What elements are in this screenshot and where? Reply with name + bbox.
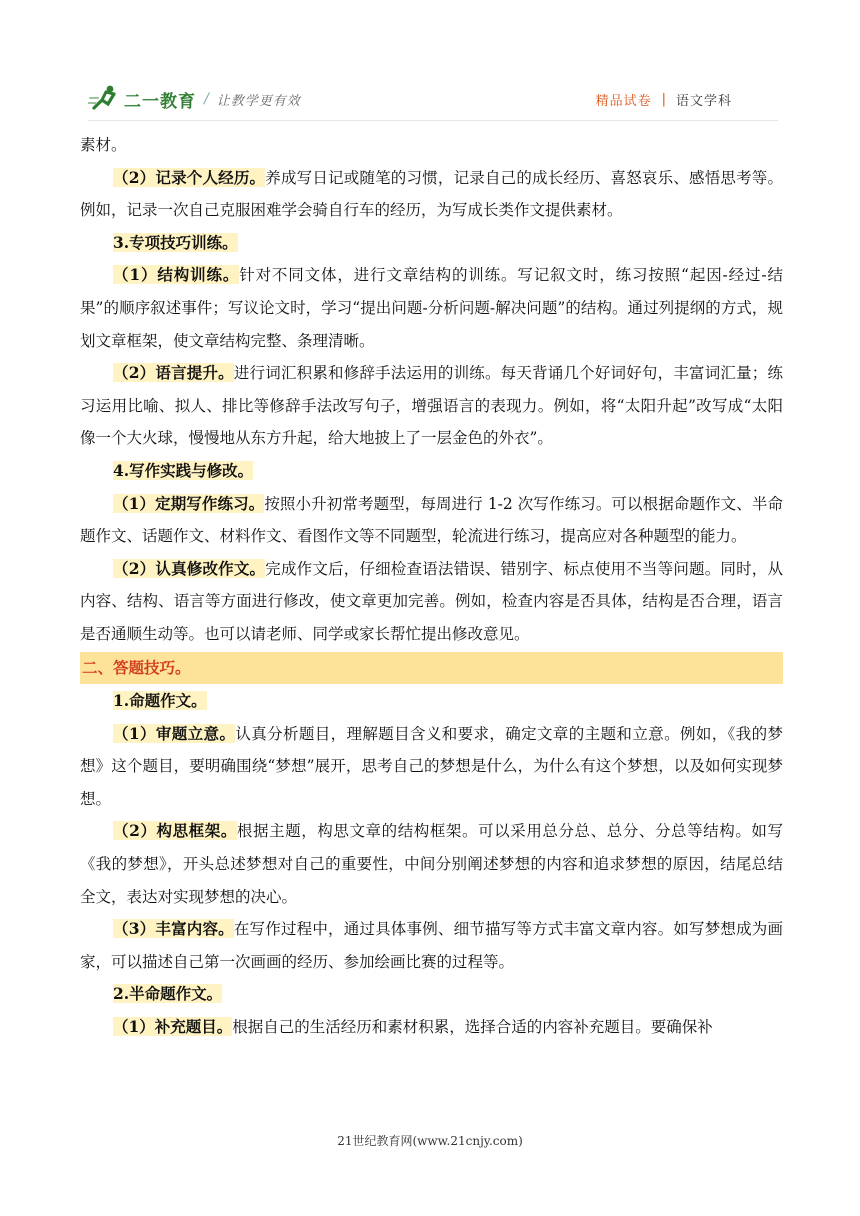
paragraph-text: 在写作过程中，通过具体事例、细节描写等方式丰富文章内容。如写梦想成为画家，可以描述自己第一次画画的经历、参加绘画比赛的过程等。 — [80, 920, 783, 971]
paragraph — [80, 488, 783, 553]
tag-separator: | — [661, 92, 666, 107]
header-rule — [88, 120, 778, 121]
header-divider: / — [204, 91, 209, 107]
paragraph — [80, 162, 783, 227]
paragraph-text: 按照小升初常考题型，每周进行 1-2 次写作练习。可以根据命题作文、半命题作文、话题作文、材料作文、看图作文等不同题型，轮流进行练习，提高应对各种题型的能力。 — [80, 494, 783, 546]
paragraph-lead: （1）补充题目。 — [113, 1017, 233, 1037]
paragraph-text: 完成作文后，仔细检查语法错误、错别字、标点使用不当等问题。同时，从内容、结构、语言等方面进行修改，使文章更加完善。例如，检查内容是否具体，结构是否合理，语言是否通顺生动等。也可以请老师、同学或家长帮忙提出修改意见。 — [80, 559, 783, 643]
paragraph — [80, 455, 783, 488]
paragraph-lead: （1）审题立意。 — [113, 723, 236, 743]
paragraph — [80, 357, 783, 455]
paragraph-text: 根据主题，构思文章的结构框架。可以采用总分总、总分、分总等结构。如写《我的梦想》，开头总述梦想对自己的重要性，中间分别阐述梦想的内容和追求梦想的原因，结尾总结全文，表达对实现梦想的决心。 — [80, 822, 783, 906]
tag-paper-type: 精品试卷 — [595, 94, 652, 109]
page-header — [88, 82, 778, 116]
tag-subject: 语文学科 — [675, 94, 732, 109]
paragraph — [80, 227, 783, 260]
paragraph-lead: 2.半命题作文。 — [113, 984, 223, 1004]
paragraph-lead: （2）语言提升。 — [113, 363, 234, 383]
paragraph — [80, 913, 783, 978]
paragraph — [80, 1011, 783, 1044]
paragraph-text: 进行词汇积累和修辞手法运用的训练。每天背诵几个好词好句，丰富词汇量；练习运用比喻、拟人、排比等修辞手法改写句子，增强语言的表现力。例如，将“太阳升起”改写成“太阳像一个大火球，慢慢地从东方升起，给大地披上了一层金色的外衣”。 — [80, 364, 783, 448]
paragraph-lead: （3）丰富内容。 — [113, 919, 234, 939]
paragraph-text: 针对不同文体，进行文章结构的训练。写记叙文时，练习按照“起因-经过-结果”的顺序叙述事件；写议论文时，学习“提出问题-分析问题-解决问题”的结构。通过列提纲的方式，规划文章框架，使文章结构完整、条理清晰。 — [80, 266, 783, 350]
paragraph-lead: （2）记录个人经历。 — [113, 167, 266, 187]
header-tags — [596, 90, 732, 109]
paragraph-lead: （1）定期写作练习。 — [113, 493, 265, 513]
paragraph-text: 认真分析题目，理解题目含义和要求，确定文章的主题和立意。例如，《我的梦想》这个题目，要明确围绕“梦想”展开，思考自己的梦想是什么，为什么有这个梦想，以及如何实现梦想。 — [80, 724, 783, 808]
paragraph — [80, 259, 783, 357]
brand-slogan: 让教学更有效 — [216, 93, 301, 109]
paragraph-lead: （1）结构训练。 — [113, 265, 240, 285]
paragraph — [80, 718, 783, 816]
document-body — [80, 129, 783, 1044]
paragraph-lead: 4.写作实践与修改。 — [113, 460, 254, 480]
paragraph — [80, 685, 783, 718]
paragraph-text: 养成写日记或随笔的习惯，记录自己的成长经历、喜怒哀乐、感悟思考等。例如，记录一次自己克服困难学会骑自行车的经历，为写成长类作文提供素材。 — [80, 168, 783, 220]
brand-name: 二一教育 — [124, 91, 196, 112]
paragraph — [80, 553, 783, 651]
section-heading: 二、答题技巧。 — [80, 652, 783, 685]
running-man-icon — [88, 84, 122, 114]
paragraph-lead: （2）构思框架。 — [113, 821, 237, 841]
logo — [88, 82, 301, 116]
paragraph-text: 根据自己的生活经历和素材积累，选择合适的内容补充题目。要确保补 — [232, 1018, 713, 1037]
paragraph-text: 素材。 — [80, 136, 127, 154]
paragraph-lead: 1.命题作文。 — [113, 691, 207, 711]
paragraph-lead: 3.专项技巧训练。 — [113, 232, 238, 252]
paragraph-lead: （2）认真修改作文。 — [113, 558, 266, 578]
paragraph — [80, 815, 783, 913]
page-footer: 21世纪教育网(www.21cnjy.com) — [337, 1134, 523, 1148]
paragraph — [80, 978, 783, 1011]
paragraph — [80, 129, 783, 162]
